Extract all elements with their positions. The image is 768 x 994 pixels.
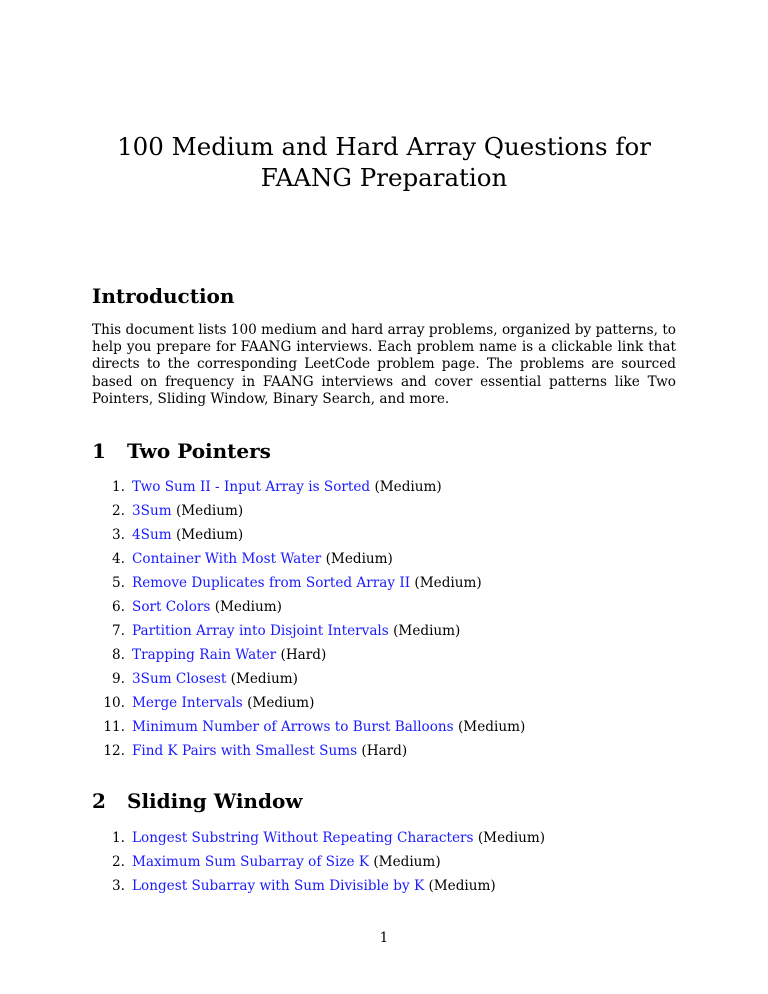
difficulty-label: (Medium) <box>414 575 482 591</box>
list-item <box>92 621 676 645</box>
difficulty-label: (Hard) <box>361 743 408 759</box>
difficulty-label: (Medium) <box>393 623 461 639</box>
list-item <box>92 645 676 669</box>
problem-list-sliding-window <box>92 828 676 900</box>
item-index: 3. <box>112 878 125 894</box>
problem-link[interactable]: Longest Subarray with Sum Divisible by K <box>132 878 425 894</box>
list-item <box>92 852 676 876</box>
difficulty-label: (Medium) <box>458 719 526 735</box>
problem-link[interactable]: 4Sum <box>132 527 172 543</box>
item-index: 5. <box>112 575 125 591</box>
problem-link[interactable]: Find K Pairs with Smallest Sums <box>132 743 358 759</box>
difficulty-label: (Medium) <box>247 695 315 711</box>
list-item <box>92 549 676 573</box>
problem-link[interactable]: Trapping Rain Water <box>132 647 277 663</box>
problem-link[interactable]: Minimum Number of Arrows to Burst Balloons <box>132 719 454 735</box>
list-item <box>92 741 676 765</box>
list-item <box>92 693 676 717</box>
item-index: 1. <box>112 479 125 495</box>
section-title: Two Pointers <box>127 439 271 463</box>
difficulty-label: (Medium) <box>230 671 298 687</box>
item-index: 10. <box>103 695 125 711</box>
item-index: 2. <box>112 854 125 870</box>
problem-link[interactable]: Merge Intervals <box>132 695 243 711</box>
list-item <box>92 477 676 501</box>
difficulty-label: (Medium) <box>175 527 244 543</box>
problem-link[interactable]: Maximum Sum Subarray of Size K <box>132 854 370 870</box>
problem-link[interactable]: Two Sum II - Input Array is Sorted <box>132 479 371 495</box>
introduction-paragraph: This document lists 100 medium and hard array problems, organized by patterns, to help you prepare for FAANG interviews. Each problem name is a clickable link that directs to the corresponding LeetCode problem page. The problems are sourced based on frequency in FAANG interviews and cover essential patterns like Two Pointers, Sliding Window, Binary Search, and more. <box>92 322 676 407</box>
problem-link[interactable]: 3Sum <box>132 503 172 519</box>
problem-list-two-pointers <box>92 477 676 765</box>
difficulty-label: (Medium) <box>428 878 496 894</box>
list-item <box>92 525 676 549</box>
item-index: 12. <box>103 743 125 759</box>
difficulty-label: (Medium) <box>477 830 546 846</box>
section-number: 2 <box>92 789 106 813</box>
item-index: 6. <box>112 599 125 615</box>
section-heading-two-pointers <box>92 437 271 465</box>
difficulty-label: (Medium) <box>175 503 244 519</box>
item-index: 9. <box>112 671 125 687</box>
problem-link[interactable]: 3Sum Closest <box>132 671 227 687</box>
page-number: 1 <box>379 930 389 946</box>
difficulty-label: (Medium) <box>214 599 282 615</box>
item-index: 4. <box>112 551 125 567</box>
difficulty-label: (Medium) <box>374 479 442 495</box>
section-heading-sliding-window <box>92 787 303 815</box>
item-index: 7. <box>112 623 125 639</box>
difficulty-label: (Medium) <box>325 551 393 567</box>
item-index: 11. <box>103 719 125 735</box>
list-item <box>92 501 676 525</box>
difficulty-label: (Hard) <box>280 647 327 663</box>
problem-link[interactable]: Sort Colors <box>132 599 211 615</box>
section-number: 1 <box>92 439 106 463</box>
item-index: 2. <box>112 503 125 519</box>
document-title-line-1: 100 Medium and Hard Array Questions for <box>117 132 651 161</box>
document-title <box>92 131 676 193</box>
section-title: Sliding Window <box>127 789 303 813</box>
introduction-heading: Introduction <box>92 284 235 308</box>
difficulty-label: (Medium) <box>373 854 441 870</box>
list-item <box>92 573 676 597</box>
item-index: 1. <box>112 830 125 846</box>
list-item <box>92 828 676 852</box>
problem-link[interactable]: Remove Duplicates from Sorted Array II <box>132 575 411 591</box>
document-title-line-2: FAANG Preparation <box>260 163 508 192</box>
item-index: 3. <box>112 527 125 543</box>
list-item <box>92 669 676 693</box>
problem-link[interactable]: Longest Substring Without Repeating Characters <box>132 830 474 846</box>
list-item <box>92 717 676 741</box>
list-item <box>92 876 676 900</box>
problem-link[interactable]: Container With Most Water <box>132 551 322 567</box>
problem-link[interactable]: Partition Array into Disjoint Intervals <box>132 623 389 639</box>
item-index: 8. <box>112 647 125 663</box>
list-item <box>92 597 676 621</box>
